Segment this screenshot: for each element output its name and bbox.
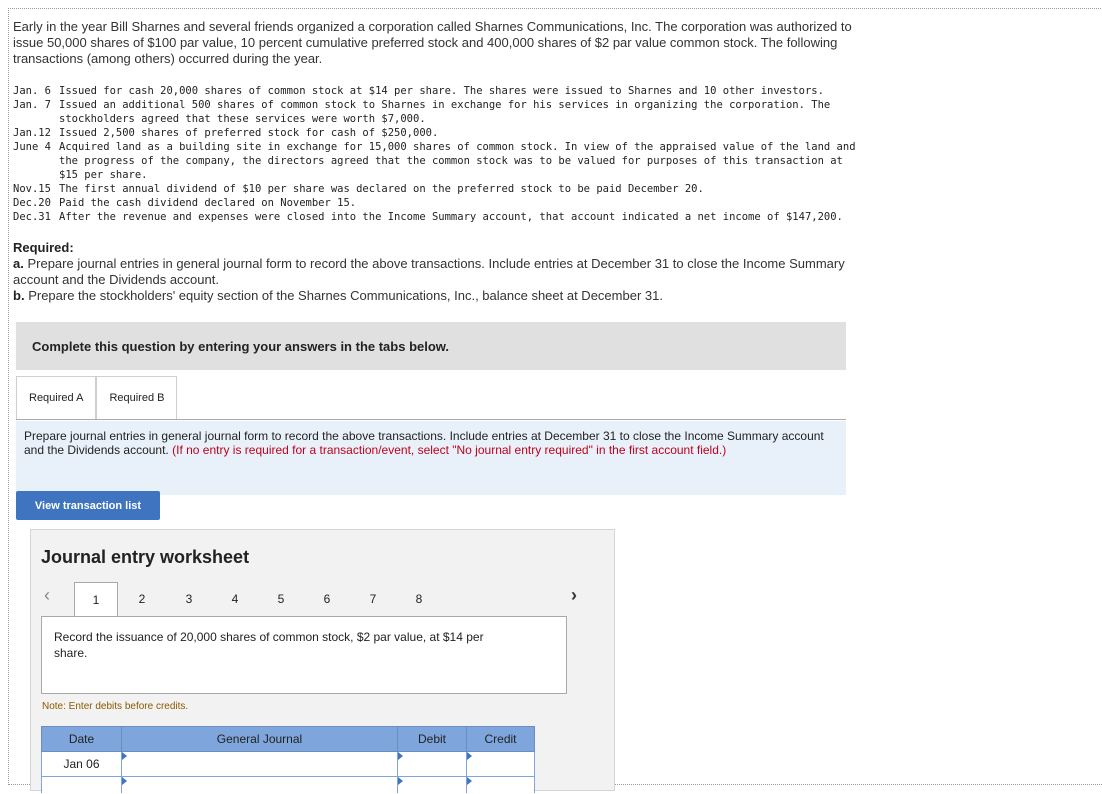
journal-entry-worksheet <box>30 529 615 791</box>
column-debit: Debit <box>398 727 467 752</box>
transaction-row <box>13 182 859 196</box>
debit-input[interactable] <box>398 752 467 777</box>
tab-divider <box>16 419 846 420</box>
transaction-date: Dec.20 <box>13 197 51 209</box>
journal-table <box>41 726 535 793</box>
transaction-date: Jan. 7 <box>13 99 51 111</box>
complete-question-banner <box>16 322 846 370</box>
page-8[interactable]: 8 <box>415 592 423 606</box>
required-b-label: b. <box>13 288 25 303</box>
debit-input[interactable] <box>398 777 467 794</box>
required-b <box>13 288 873 304</box>
problem-intro: Early in the year Bill Sharnes and several friends organized a corporation called Sharnes Communications, Inc. The corporation was authorized to issue 50,000 shares of $100 par value, 10 percent cumulative preferred stock and 400,000 shares of $2 par value common stock. The following transactions (among others) occurred during the year. <box>13 19 852 66</box>
transaction-text: Acquired land as a building site in exchange for 15,000 shares of common stock. In view of the appraised value of the land and the progress of the company, the directors agreed that the common stock was to be valued for purposes of this transaction at $15 per share. <box>59 141 856 181</box>
record-instruction-text: Record the issuance of 20,000 shares of common stock, $2 par value, at $14 per share. <box>54 630 484 660</box>
date-cell[interactable]: Jan 06 <box>42 752 122 777</box>
page-7[interactable]: 7 <box>369 592 377 606</box>
column-date: Date <box>42 727 122 752</box>
credit-input[interactable] <box>467 752 535 777</box>
worksheet-pager <box>41 578 601 614</box>
transaction-row <box>13 126 859 140</box>
page-1[interactable]: 1 <box>74 582 118 617</box>
date-cell[interactable] <box>42 777 122 794</box>
instruction-panel <box>16 421 846 495</box>
transaction-row <box>13 140 859 182</box>
required-b-text: Prepare the stockholders' equity section of the Sharnes Communications, Inc., balance sheet at December 31. <box>28 288 663 303</box>
page-2[interactable]: 2 <box>138 592 146 606</box>
transactions-list <box>13 84 859 224</box>
transaction-text: The first annual dividend of $10 per share was declared on the preferred stock to be paid December 20. <box>59 183 704 195</box>
transaction-row <box>13 196 859 210</box>
page-3[interactable]: 3 <box>185 592 193 606</box>
transaction-date: Jan. 6 <box>13 85 51 97</box>
transaction-date: June 4 <box>13 141 51 153</box>
table-header-row <box>42 727 535 752</box>
instruction-text: Prepare journal entries in general journal form to record the above transactions. Include entries at December 31 to close the Income Summary account and the Dividends account. <box>24 429 824 457</box>
tab-required-b[interactable]: Required B <box>96 376 177 419</box>
instruction-note: (If no entry is required for a transaction/event, select "No journal entry required" in the first account field.) <box>172 443 727 457</box>
required-a-text: Prepare journal entries in general journal form to record the above transactions. Include entries at December 31 to close the Income Summary account and the Dividends account. <box>13 256 845 287</box>
page-4[interactable]: 4 <box>231 592 239 606</box>
transaction-date: Dec.31 <box>13 211 51 223</box>
chevron-left-icon[interactable]: ‹ <box>44 585 50 605</box>
page-6[interactable]: 6 <box>323 592 331 606</box>
required-section <box>13 240 873 304</box>
credit-input[interactable] <box>467 777 535 794</box>
required-heading: Required: <box>13 240 74 255</box>
transaction-row <box>13 98 859 126</box>
transaction-text: Issued 2,500 shares of preferred stock for cash of $250,000. <box>59 127 439 139</box>
table-row <box>42 752 535 777</box>
debits-note: Note: Enter debits before credits. <box>42 701 189 712</box>
answer-tabs <box>16 376 177 420</box>
page-5[interactable]: 5 <box>277 592 285 606</box>
chevron-right-icon[interactable]: › <box>571 585 577 605</box>
transaction-text: Paid the cash dividend declared on November 15. <box>59 197 357 209</box>
view-transaction-list-button[interactable]: View transaction list <box>16 491 160 520</box>
column-general-journal: General Journal <box>122 727 398 752</box>
required-a <box>13 256 873 288</box>
transaction-text: After the revenue and expenses were closed into the Income Summary account, that account indicated a net income of $147,200. <box>59 211 843 223</box>
transaction-date: Nov.15 <box>13 183 51 195</box>
column-credit: Credit <box>467 727 535 752</box>
transaction-text: Issued an additional 500 shares of common stock to Sharnes in exchange for his services in organizing the corporation. The stockholders agreed that these services were worth $7,000. <box>59 99 831 125</box>
account-select[interactable] <box>122 777 398 794</box>
table-row <box>42 777 535 794</box>
tab-required-a[interactable]: Required A <box>16 376 96 419</box>
transaction-row <box>13 84 859 98</box>
worksheet-title: Journal entry worksheet <box>41 547 250 567</box>
transaction-row <box>13 210 859 224</box>
transaction-date: Jan.12 <box>13 127 51 139</box>
record-instruction-box <box>41 616 567 694</box>
complete-question-text: Complete this question by entering your answers in the tabs below. <box>32 338 450 354</box>
transaction-text: Issued for cash 20,000 shares of common stock at $14 per share. The shares were issued to Sharnes and 10 other investors. <box>59 85 824 97</box>
required-a-label: a. <box>13 256 24 271</box>
account-select[interactable] <box>122 752 398 777</box>
